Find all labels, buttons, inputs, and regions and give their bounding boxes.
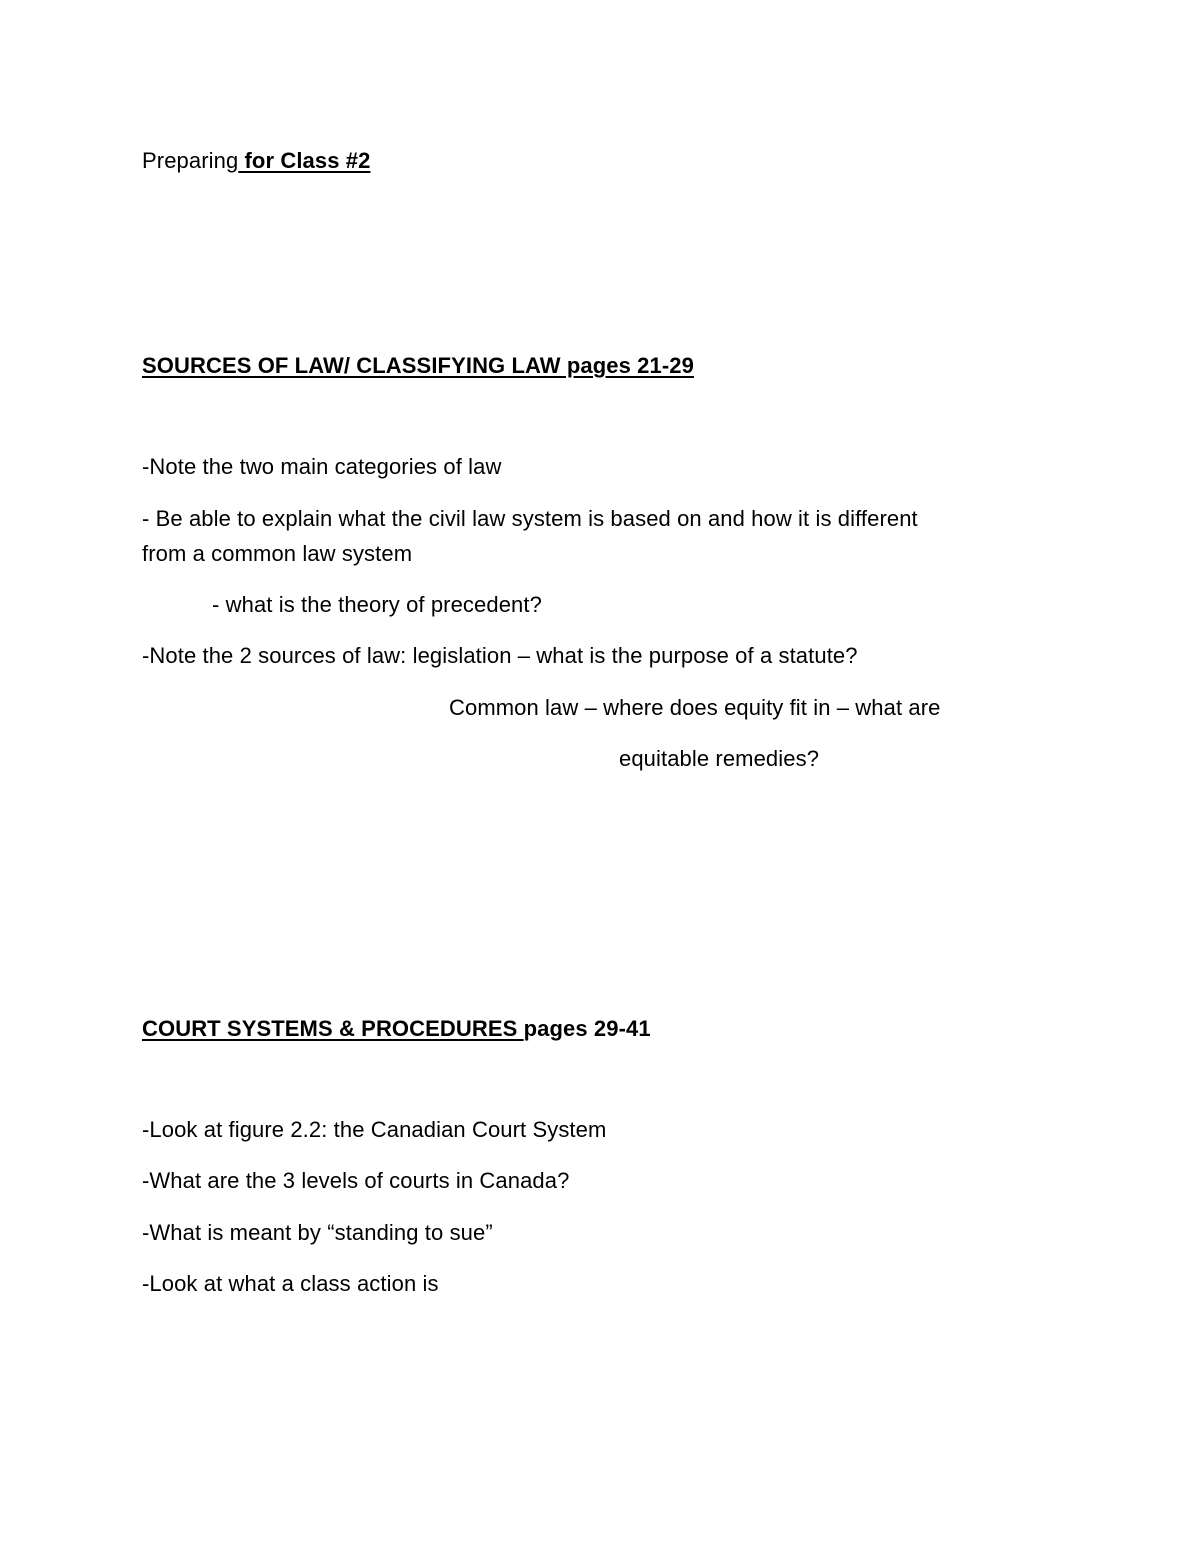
title-plain: Preparing [142, 148, 239, 173]
title-underlined: for Class #2 [238, 148, 371, 173]
section2-line: -What is meant by “standing to sue” [142, 1220, 493, 1245]
section2-line: -Look at figure 2.2: the Canadian Court System [142, 1117, 607, 1142]
document-title [142, 148, 370, 174]
section1-line: -Note the two main categories of law [142, 454, 502, 479]
section2-line: -Look at what a class action is [142, 1271, 439, 1296]
section2-heading-pages: pages 29-41 [523, 1016, 651, 1041]
section2-heading [142, 1016, 651, 1042]
section2-heading-underlined: COURT SYSTEMS & PROCEDURES [142, 1016, 524, 1041]
section1-heading: SOURCES OF LAW/ CLASSIFYING LAW pages 21-29 [142, 353, 694, 378]
section1-line: -Note the 2 sources of law: legislation – what is the purpose of a statute? [142, 643, 858, 668]
section1-line: - Be able to explain what the civil law system is based on and how it is different [142, 506, 918, 531]
section1-line: Common law – where does equity fit in – what are [449, 695, 941, 720]
section1-line: equitable remedies? [619, 746, 820, 771]
section1-line: - what is the theory of precedent? [212, 592, 542, 617]
section2-line: -What are the 3 levels of courts in Canada? [142, 1168, 570, 1193]
section1-line: from a common law system [142, 541, 413, 566]
